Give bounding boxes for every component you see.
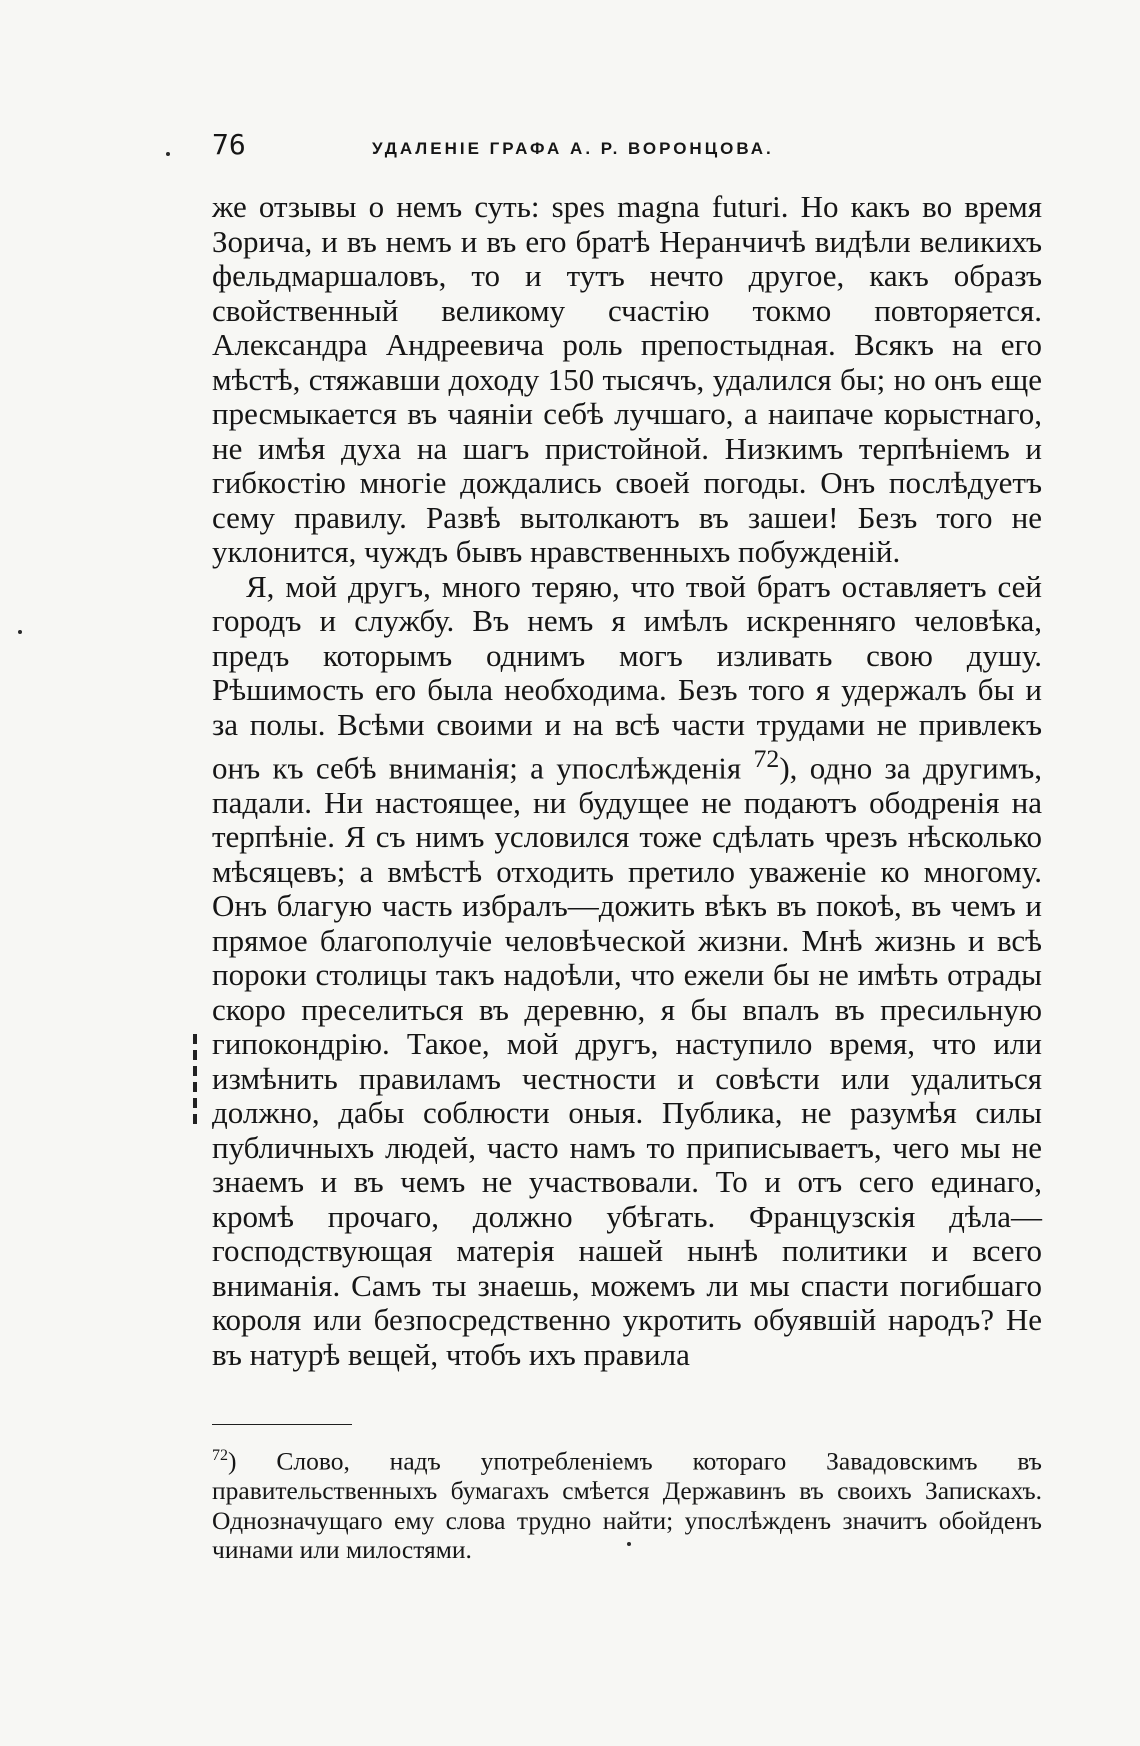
footnote: [212, 1441, 1042, 1565]
paragraph-2-text-before-note: Я, мой другъ, много теряю, что твой братъ оставляетъ сей городъ и службу. Въ немъ я имѣлъ искренняго человѣка, предъ которымъ однимъ могъ изливать свою душу. Рѣшимость его была необходима. Безъ того я удержалъ бы и за полы. Всѣми своими и на всѣ части трудами не привлекъ онъ къ себѣ вниманія; а упослѣжденія: [212, 568, 1042, 786]
margin-pencil-mark: [193, 1034, 197, 1126]
book-page: [212, 128, 1042, 1565]
footnote-text: ) Слово, надъ употребленіемъ котораго Завадовскимъ въ правительственныхъ бумагахъ смѣется Державинъ въ своихъ Запискахъ. Однозначущаго ему слова трудно найти; упослѣжденъ значитъ обойденъ чинами или милостями.: [212, 1446, 1042, 1565]
footnote-reference: 72: [753, 744, 780, 773]
body-paragraph-2: [212, 570, 1042, 1373]
running-header: [212, 128, 1042, 168]
page-number: 76: [212, 128, 246, 161]
margin-speck: [627, 1542, 631, 1546]
margin-speck: [18, 630, 22, 634]
margin-speck: [166, 152, 170, 156]
body-paragraph-1: же отзывы о немъ суть: spes magna futuri. Но какъ во время Зорича, и въ немъ и въ его братѣ Неранчичѣ видѣли великихъ фельдмаршаловъ, то и тутъ нечто другое, какъ образъ свойственный великому счастію токмо повторяется. Александра Андреевича роль препостыдная. Всякъ на его мѣстѣ, стяжавши доходу 150 тысячъ, удалился бы; но онъ еще пресмыкается въ чаяніи себѣ лучшаго, а наипаче корыстнаго, не имѣя духа на шагъ пристойной. Низкимъ терпѣніемъ и гибкостію многіе дождались своей погоды. Онъ послѣдуетъ сему правилу. Развѣ вытолкаютъ въ зашеи! Безъ того не уклонится, чуждъ бывъ нравственныхъ побужденій.: [212, 189, 1042, 569]
footnote-marker: 72: [212, 1447, 228, 1465]
running-title: УДАЛЕНІЕ ГРАФА А. Р. ВОРОНЦОВА.: [372, 139, 774, 158]
paragraph-2-text-after-note: ), одно за другимъ, падали. Ни настоящее, ни будущее не подаютъ ободренія на терпѣніе. Я съ нимъ условился тоже сдѣлать чрезъ нѣсколько мѣсяцевъ; а вмѣстѣ отходить претило уваженіе ко многому. Онъ благую часть избралъ—дожить вѣкъ въ покоѣ, въ чемъ и прямое благополучіе человѣческой жизни. Мнѣ жизнь и всѣ пороки столицы такъ надоѣли, что ежели бы не имѣть отрады скоро преселиться въ деревню, я бы впалъ въ пресильную гипокондрію. Такое, мой другъ, наступило время, что или измѣнить правиламъ честности и совѣсти или удалиться должно, дабы соблюсти оныя. Публика, не разумѣя силы публичныхъ людей, часто намъ то приписываетъ, чего мы не знаемъ и въ чемъ не участвовали. То и отъ сего единаго, кромѣ прочаго, должно убѣгать. Французскія дѣла—господствующая матерія нашей нынѣ политики и всего вниманія. Самъ ты знаешь, можемъ ли мы спасти погибшаго короля или безпосредственно укротить обуявшій народъ? Не въ натурѣ вещей, чтобъ ихъ правила: [212, 750, 1042, 1372]
footnote-separator: [212, 1424, 352, 1425]
